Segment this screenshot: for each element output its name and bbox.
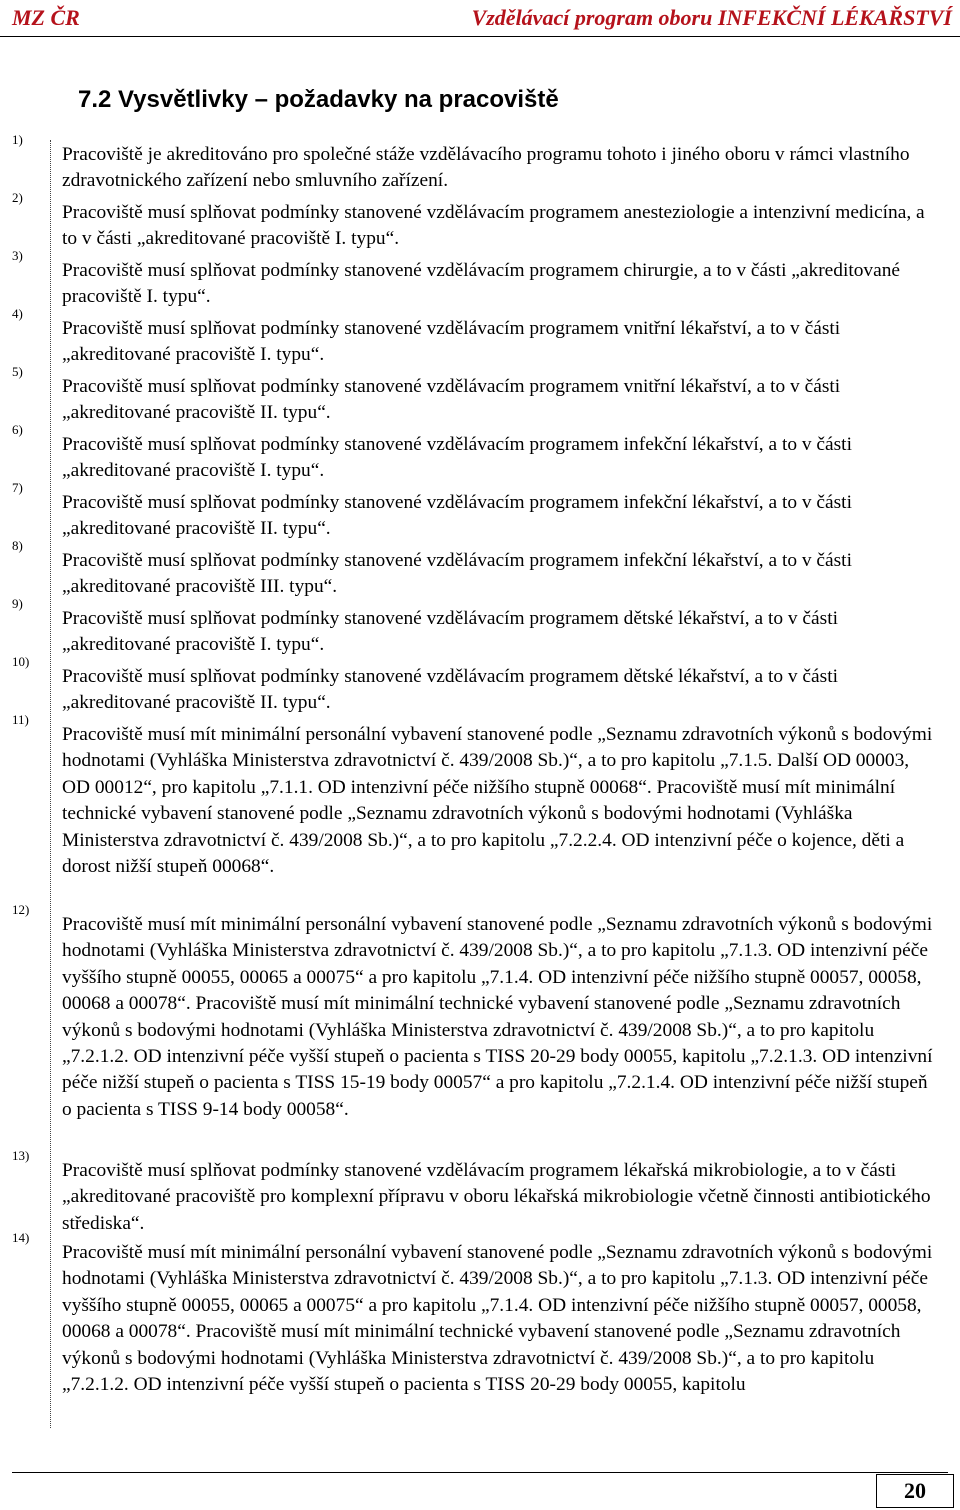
note-text: Pracoviště musí splňovat podmínky stanovené vzdělávacím programem infekční lékařství, a to v části „akreditované pracoviště II. typu“. [62,492,852,540]
note-number: 7) [12,480,23,495]
note-text: Pracoviště musí splňovat podmínky stanovené vzdělávacím programem dětské lékařství, a to v části „akreditované pracoviště II. typu“. [62,666,838,714]
note-number: 1) [12,132,23,147]
header-program-title: Vzdělávací program oboru INFEKČNÍ LÉKAŘSTVÍ [471,5,952,30]
note-text: Pracoviště musí splňovat podmínky stanovené vzdělávacím programem infekční lékařství, a to v části „akreditované pracoviště I. typu“. [62,434,852,482]
note-number: 5) [12,364,23,379]
note-text: Pracoviště je akreditováno pro společné stáže vzdělávacího programu tohoto i jiného oboru v rámci vlastního zdravotnického zařízení nebo smluvního zařízení. [62,144,910,192]
note-number: 9) [12,596,23,611]
note-number: 3) [12,248,23,263]
note-text: Pracoviště musí splňovat podmínky stanovené vzdělávacím programem infekční lékařství, a to v části „akreditované pracoviště III. typu“. [62,550,852,598]
page-number: 20 [876,1474,954,1508]
note-number: 2) [12,190,23,205]
note-text: Pracoviště musí splňovat podmínky stanovené vzdělávacím programem vnitřní lékařství, a to v části „akreditované pracoviště II. typu“. [62,376,841,424]
note-number: 8) [12,538,23,553]
note-number: 14) [12,1230,30,1245]
note-number: 11) [12,712,29,727]
note-text: Pracoviště musí splňovat podmínky stanovené vzdělávacím programem vnitřní lékařství, a to v části „akreditované pracoviště I. typu“. [62,318,841,366]
note-text: Pracoviště musí mít minimální personální vybavení stanovené podle „Seznamu zdravotních výkonů s bodovými hodnotami (Vyhláška Ministerstva zdravotnictví č. 439/2008 Sb.)“, a to pro kapitolu „7.1.3. OD intenzivní péče vyššího stupně 00055, 00065 a 00075“ a pro kapitolu „7.1.4. OD intenzivní péče nižšího stupně 00057, 00058, 00068 a 00078“. Pracoviště musí mít minimální technické vybavení stanovené podle „Seznamu zdravotních výkonů s bodovými hodnotami (Vyhláška Ministerstva zdravotnictví č. 439/2008 Sb.)“, a to pro kapitolu „7.2.1.2. OD intenzivní péče vyšší stupeň o pacienta s TISS 20-29 body 00055, kapitolu [62,1242,933,1396]
note-number: 10) [12,654,30,669]
note-number: 4) [12,306,23,321]
section-heading: 7.2 Vysvětlivky – požadavky na pracoviště [78,86,559,113]
note-text: Pracoviště musí splňovat podmínky stanovené vzdělávacím programem chirurgie, a to v části „akreditované pracoviště I. typu“. [62,260,901,308]
note-number: 6) [12,422,23,437]
note-text: Pracoviště musí mít minimální personální vybavení stanovené podle „Seznamu zdravotních výkonů s bodovými hodnotami (Vyhláška Ministerstva zdravotnictví č. 439/2008 Sb.)“, a to pro kapitolu „7.1.3. OD intenzivní péče vyššího stupně 00055, 00065 a 00075“ a pro kapitolu „7.1.4. OD intenzivní péče nižšího stupně 00057, 00058, 00068 a 00078“. Pracoviště musí mít minimální technické vybavení stanovené podle „Seznamu zdravotních výkonů s bodovými hodnotami (Vyhláška Ministerstva zdravotnictví č. 439/2008 Sb.)“, a to pro kapitolu „7.2.1.2. OD intenzivní péče vyšší stupeň o pacienta s TISS 20-29 body 00055, kapitolu „7.2.1.3. OD intenzivní péče nižší stupeň o pacienta s TISS 15-19 body 00057“ a pro kapitolu „7.2.1.4. OD intenzivní péče nižší stupeň o pacienta s TISS 9-14 body 00058“. [62,914,933,1120]
header-ministry: MZ ČR [12,5,80,30]
note-text: Pracoviště musí splňovat podmínky stanovené vzdělávacím programem lékařská mikrobiologie, a to v části „akreditované pracoviště pro komplexní přípravu v oboru lékařská mikrobiologie včetně činnosti antibiotického střediska“. [62,1160,931,1234]
note-number: 13) [12,1148,30,1163]
footer-divider [12,1472,948,1473]
note-text: Pracoviště musí splňovat podmínky stanovené vzdělávacím programem anesteziologie a intenzivní medicína, a to v části „akreditované pracoviště I. typu“. [62,202,925,250]
page-header [0,0,960,37]
note-number: 12) [12,902,30,917]
note-text: Pracoviště musí mít minimální personální vybavení stanovené podle „Seznamu zdravotních výkonů s bodovými hodnotami (Vyhláška Ministerstva zdravotnictví č. 439/2008 Sb.)“, a to pro kapitolu „7.1.5. Další OD 00003, OD 00012“, pro kapitolu „7.1.1. OD intenzivní péče nižšího stupně 00068“. Pracoviště musí mít minimální technické vybavení stanovené podle „Seznamu zdravotních výkonů s bodovými hodnotami (Vyhláška Ministerstva zdravotnictví č. 439/2008 Sb.)“, a to pro kapitolu „7.2.2.4. OD intenzivní péče o kojence, děti a dorost nižší stupeň 00068“. [62,724,933,878]
note-text: Pracoviště musí splňovat podmínky stanovené vzdělávacím programem dětské lékařství, a to v části „akreditované pracoviště I. typu“. [62,608,838,656]
